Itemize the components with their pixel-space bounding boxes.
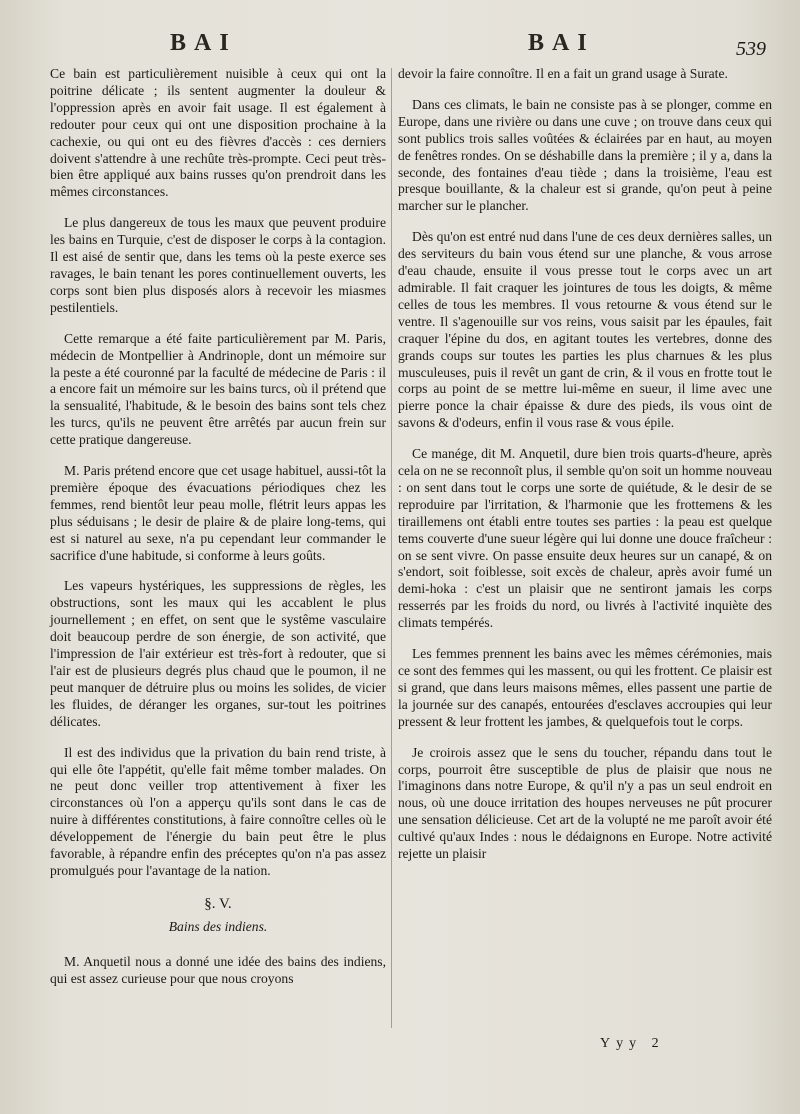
running-head-right: BAI [528, 30, 595, 56]
paragraph: Il est des individus que la privation du bain rend triste, à qui elle ôte l'appétit, qu'elle fait même tomber malades. On ne peut donc veiller trop attentivement à fixer les circonstances où l'on a apperçu qu'ils sont dans le cas de nuire à différentes constitutions, à faire connoître celles où le développement de l'énergie du bain peut être le plus favorable, à répandre enfin des préceptes qu'on n'a pas assez promulgués pour l'avantage de la nation. [50, 744, 386, 878]
paragraph: Dans ces climats, le bain ne consiste pas à se plonger, comme en Europe, dans une rivière ou dans une cuve ; on trouve dans ceux qui sont publics trois salles voûtées & éclairées par en haut, au moyen de fenêtres rondes. On se déshabille dans la première ; il y a, dans la seconde, des fontaines d'eau tiède ; dans la troisième, l'eau est presque bouillante, & la chaleur est si grande, qu'on peut à peine marcher sur le plancher. [398, 96, 772, 214]
paragraph: Dès qu'on est entré nud dans l'une de ces deux dernières salles, un des serviteurs du bain vous étend sur une planche, & vous arrose d'eau chaude, ensuite il vous presse tout le corps avec un art admirable. Il fait craquer les jointures de tous les doigts, & même celles de tous les membres. Il vous retourne & vous étend sur le ventre. Il s'agenouille sur vos reins, vous saisit par les épaules, fait craquer l'épine du dos, en agitant toutes les vertebres, donne des grands coups sur toutes les parties les plus charnues & les plus musculeuses, puis il revêt un gant de crin, & il vous en frotte tout le corps au point de se mettre lui-même en sueur, il lime avec une pierre ponce la chair épaisse & dure des pieds, ils vous oint de savons & d'odeurs, enfin il vous rase & vous épile. [398, 229, 772, 431]
paragraph: M. Paris prétend encore que cet usage habituel, aussi-tôt la première époque des évacuations périodiques chez les femmes, rend bientôt leur peau molle, flétrit leurs appas les plus séduisans ; le desir de plaire & de plaire long-tems, qui est si naturel au sexe, n'a pu cependant leur commander le sacrifice d'une habitude, si conforme à leurs goûts. [50, 463, 386, 563]
right-column [398, 66, 772, 877]
paragraph: Ce manége, dit M. Anquetil, dure bien trois quarts-d'heure, après cela on ne se reconnoît plus, il semble qu'on soit un homme nouveau : on sent dans tout le corps une sorte de quiétude, & le desir de se reproduire par l'irritation, & l'harmonie que les frottemens & les tiraillemens ont établi entre toutes ses parties : la peau est quelque tems couverte d'une sueur légère qui lui donne une douce fraîcheur : on se sent vivre. On passe ensuite deux heures sur un canapé, & on s'endort, soit foiblesse, soit excès de chaleur, après avoir fumé un demi-hoka : c'est un plaisir que ne sentiront jamais les corps resserrés par les froids du nord, ou livrés à l'activité inquiète des climats tempérés. [398, 446, 772, 631]
paragraph: Ce bain est particulièrement nuisible à ceux qui ont la poitrine délicate ; ils sentent augmenter la douleur & l'oppression après en avoir fait usage. Il est également à redouter pour ceux qui ont une disposition prochaine à la cachexie, ou qui ont eu des fièvres d'accès : ces derniers doivent s'attendre à une rechûte très-prompte. Ceci peut très-bien être appliqué aux bains russes qu'on prendroit dans les mêmes circonstances. [50, 66, 386, 200]
section-number: §. V. [204, 895, 232, 912]
paragraph: Les vapeurs hystériques, les suppressions de règles, les obstructions, sont les maux qui les accablent le plus journellement ; en effet, on sent que le systême vasculaire doit beaucoup perdre de son énergie, de son activité, que l'impression de l'air extérieur est très-fort à redouter, que si l'air est de plusieurs degrés plus chaud que le poumon, il ne peut manquer de détruire plus ou moins les solides, de vicier les fluides, de déranger les organes, sur-tout les poitrines délicates. [50, 578, 386, 729]
paragraph: Le plus dangereux de tous les maux que peuvent produire les bains en Turquie, c'est de disposer le corps à la contagion. Il est aisé de sentir que, dans les tems où la peste exerce ses ravages, le bain tenant les pores continuellement ouverts, les corps sont bien plus disposés alors à recevoir les miasmes pestilentiels. [50, 215, 386, 315]
paragraph: Cette remarque a été faite particulièrement par M. Paris, médecin de Montpellier à Andrinople, dont un mémoire sur la peste a été couronné par la faculté de médecine de Paris : il a encore fait un mémoire sur les bains turcs, où il prétend que la sensualité, l'habitude, & le besoin des bains sont tels chez les turcs, qu'ils ne peuvent être arrêtés par aucun frein sur cette pratique dangereuse. [50, 330, 386, 448]
signature-mark: Yyy 2 [600, 1036, 665, 1051]
paragraph: M. Anquetil nous a donné une idée des bains des indiens, qui est assez curieuse pour que nous croyons [50, 953, 386, 986]
running-head-left: BAI [170, 30, 237, 56]
page-number: 539 [736, 38, 766, 60]
left-column [50, 66, 386, 1002]
paragraph: Je croirois assez que le sens du toucher, répandu dans tout le corps, pourroit être susceptible de plus de plaisir que nous ne l'imaginons dans notre Europe, & qu'il n'y a pas un seul endroit en nous, où une douce irritation des houpes nerveuses ne pût procurer une sensation délicieuse. Cet art de la volupté ne me paroît avoir été cultivé qu'aux Indes : nous le dédaignons en Europe. Notre activité rejette un plaisir [398, 744, 772, 862]
paragraph: devoir la faire connoître. Il en a fait un grand usage à Surate. [398, 66, 728, 81]
paragraph: Les femmes prennent les bains avec les mêmes cérémonies, mais ce sont des femmes qui les massent, ou qui les frottent. Ce plaisir est si grand, que dans leurs maisons mêmes, elles passent une partie de la journée sur des canapés, entourées d'esclaves accroupies qui leur pressent & leur frottent les jambes, & quelquefois tout le corps. [398, 646, 772, 729]
column-divider [391, 68, 392, 1028]
section-title: Bains des indiens. [168, 918, 268, 934]
